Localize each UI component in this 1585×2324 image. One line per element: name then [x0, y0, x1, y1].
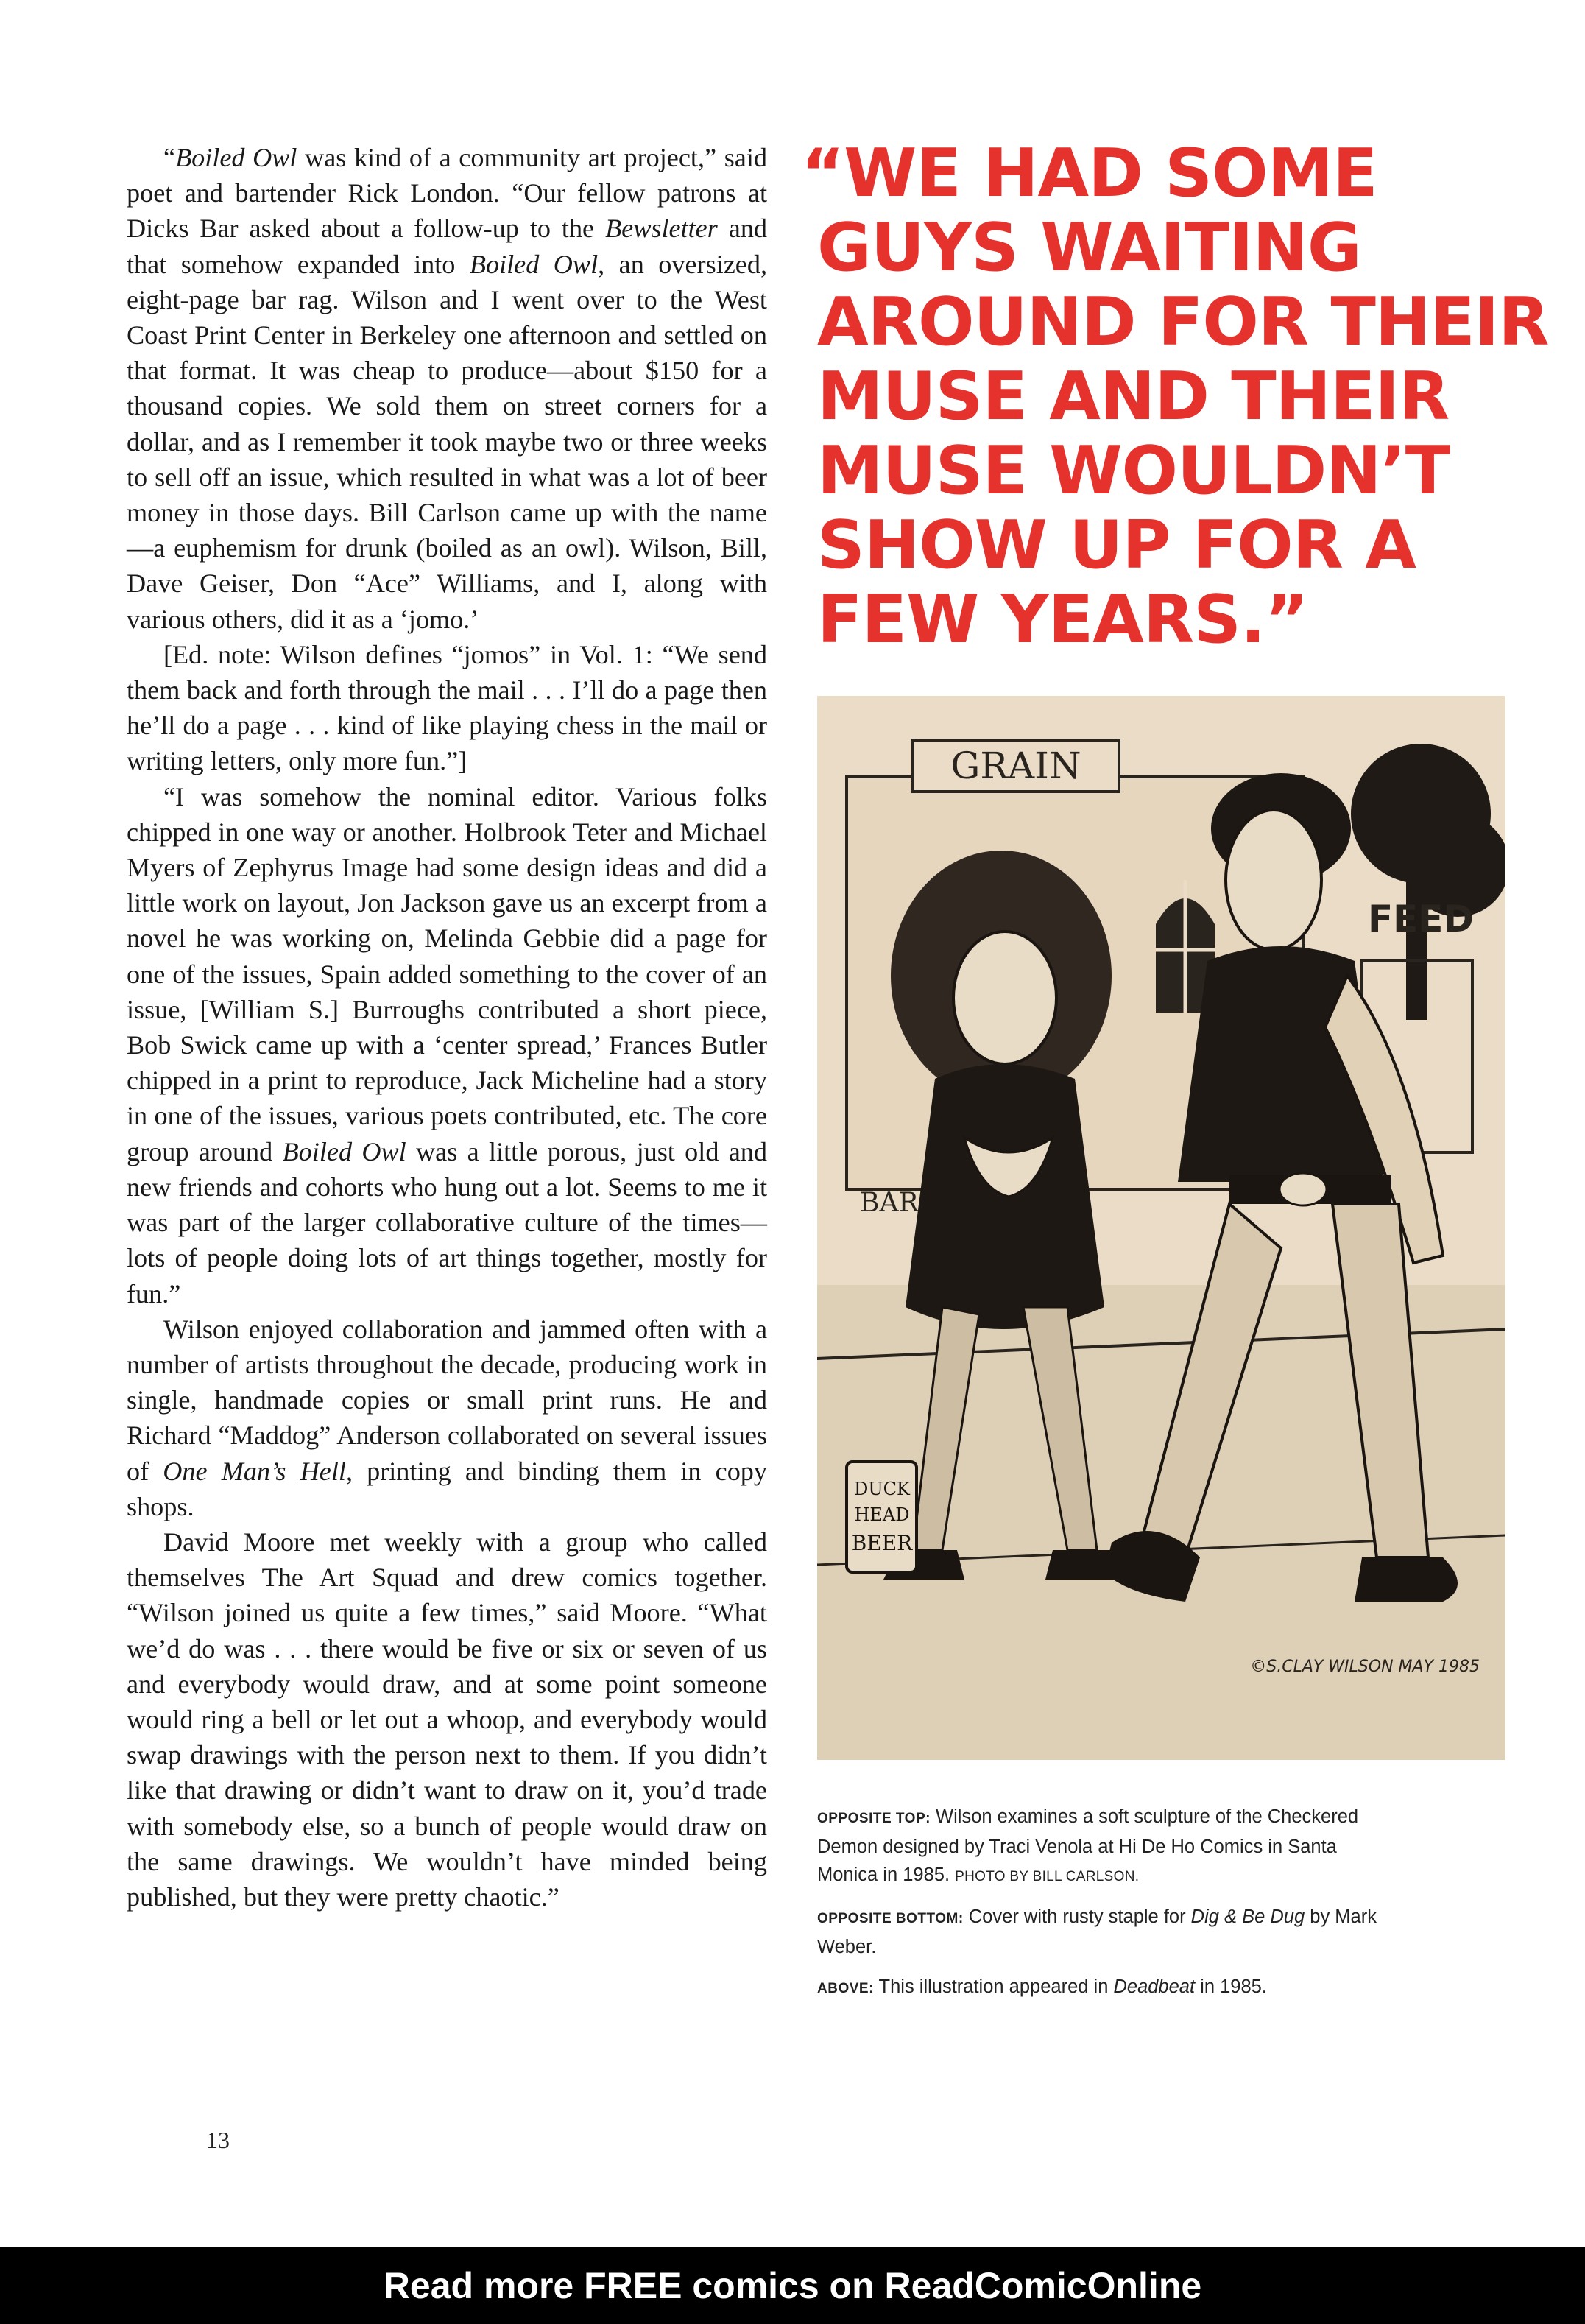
pull-quote-line: MUSE AND THEIR: [817, 358, 1450, 435]
caption-lead: OPPOSITE TOP:: [817, 1811, 931, 1826]
pull-quote-line: SHOW UP FOR A: [817, 507, 1416, 584]
artist-signature: ©S.CLAY WILSON MAY 1985: [1250, 1658, 1480, 1676]
beer-can-text-1: DUCK: [854, 1479, 910, 1499]
pull-quote: [801, 135, 1549, 658]
text-run: “: [163, 143, 176, 172]
beer-can-text-3: BEER: [851, 1531, 913, 1555]
caption: [817, 1973, 1377, 2003]
text-run: Wilson enjoyed collaboration and jammed often with a number of artists throughout the decade, producing work in single, handmade copies or small print runs. He and Richard “Maddog” Anderson collaborated on several issues of: [127, 1314, 767, 1486]
article-paragraph: [127, 140, 767, 637]
photo-credit: PHOTO BY BILL CARLSON.: [955, 1869, 1140, 1884]
belt-buckle: [1279, 1173, 1327, 1205]
pull-quote-line: FEW YEARS.”: [817, 581, 1308, 658]
woman-face: [953, 932, 1056, 1064]
caption-lead: ABOVE:: [817, 1981, 874, 1996]
text-run: , printing and binding them in copy shops.: [127, 1456, 767, 1521]
article-paragraph: [127, 779, 767, 1311]
illustration-drawing: [817, 696, 1505, 1760]
caption-text: by Mark Weber.: [817, 1906, 1377, 1957]
caption-text: Wilson examines a soft sculpture of the Checkered Demon designed by Traci Venola at Hi De Ho Comics in Santa Monica in 1985.: [817, 1806, 1359, 1885]
italic-title: Boiled Owl: [469, 249, 599, 279]
pull-quote-line: AROUND FOR THEIR: [817, 284, 1549, 361]
caption-italic-title: Dig & Be Dug: [1190, 1906, 1305, 1927]
illustration: [817, 696, 1505, 1760]
article-paragraph: [127, 1311, 767, 1524]
caption: [817, 1803, 1377, 1891]
caption-text: in 1985.: [1195, 1976, 1267, 1997]
italic-title: Boiled Owl: [175, 143, 297, 172]
article-paragraph: [127, 637, 767, 779]
text-run: was kind of a community art project,” said poet and bartender Rick London. “Our fellow patrons at Dicks Bar asked about a follow-up to the: [127, 143, 767, 244]
pull-quote-line: “WE HAD SOME: [801, 135, 1377, 212]
text-run: and that somehow expanded into: [127, 214, 768, 279]
article-paragraph: [127, 1524, 767, 1915]
article-body: [127, 140, 767, 1915]
man-boot-right: [1355, 1557, 1458, 1602]
caption: [817, 1903, 1377, 1961]
caption-text: Cover with rusty staple for: [963, 1906, 1191, 1927]
caption-text: This illustration appeared in: [873, 1976, 1114, 1997]
text-run: , an oversized, eight-page bar rag. Wilson and I went over to the West Coast Print Center in Berkeley one afternoon and settled on that format. It was cheap to produce—about $150 for a thousand copies. We sold them on street corners for a dollar, and as I remember it took maybe two or three weeks to sell off an issue, which resulted in what was a lot of beer money in those days. Bill Carlson came up with the name—a euphemism for drunk (boiled as an owl). Wilson, Bill, Dave Geiser, Don “Ace” Williams, and I, along with various others, did it as a ‘jomo.’: [127, 249, 768, 634]
caption-lead: OPPOSITE BOTTOM:: [817, 1911, 964, 1926]
text-run: was a little porous, just old and new friends and cohorts who hung out a lot. Seems to me it was part of the larger collaborative culture of the times—lots of people doing lots of art things together, mostly for fun.”: [127, 1136, 767, 1309]
man-face: [1226, 810, 1321, 950]
grain-sign-text: GRAIN: [950, 744, 1081, 787]
footer-banner[interactable]: Read more FREE comics on ReadComicOnline: [0, 2247, 1585, 2324]
italic-title: Bewsletter: [605, 214, 718, 244]
bar-sign-text: BAR: [860, 1188, 919, 1218]
text-run: David Moore met weekly with a group who called themselves The Art Squad and drew comics together. “Wilson joined us quite a few times,” said Moore. “What we’d do was . . . there would be five or six or seven of us and everybody would draw, and at some point someone would ring a bell or let out a whoop, and everybody would swap drawings with the person next to them. If you didn’t like that drawing or didn’t want to draw on it, you’d trade with somebody else, so a bunch of people would draw on the same drawings. We wouldn’t have minded being published, but they were pretty chaotic.”: [127, 1527, 767, 1912]
page-number: 13: [206, 2127, 230, 2153]
text-run: “I was somehow the nominal editor. Various folks chipped in one way or another. Holbrook Teter and Michael Myers of Zephyrus Image had some design ideas and did a little work on layout, Jon Jackson gave us an excerpt from a novel he was working on, Melinda Gebbie did a page for one of the issues, Spain added something to the cover of an issue, [William S.] Burroughs contributed a short piece, Bob Swick came up with a ‘center spread,’ Frances Butler chipped in a print to reproduce, Jack Micheline had a story in one of the issues, various poets contributed, etc. The core group around: [127, 781, 767, 1166]
feed-sign-text: FEED: [1368, 898, 1474, 940]
photo-captions: [817, 1803, 1377, 2015]
beer-can-text-2: HEAD: [854, 1504, 910, 1525]
text-run: [Ed. note: Wilson defines “jomos” in Vol. 1: “We send them back and forth through the mail . . . I’ll do a page then he’ll do a page . . . kind of like playing chess in the mail or writing letters, only more fun.”]: [127, 639, 767, 776]
pull-quote-line: GUYS WAITING: [817, 209, 1361, 286]
caption-italic-title: Deadbeat: [1113, 1976, 1196, 1997]
italic-title: Boiled Owl: [282, 1136, 406, 1166]
italic-title: One Man’s Hell: [163, 1456, 346, 1486]
pull-quote-line: MUSE WOULDN’T: [817, 432, 1450, 510]
tree-trunk: [1406, 873, 1427, 1020]
